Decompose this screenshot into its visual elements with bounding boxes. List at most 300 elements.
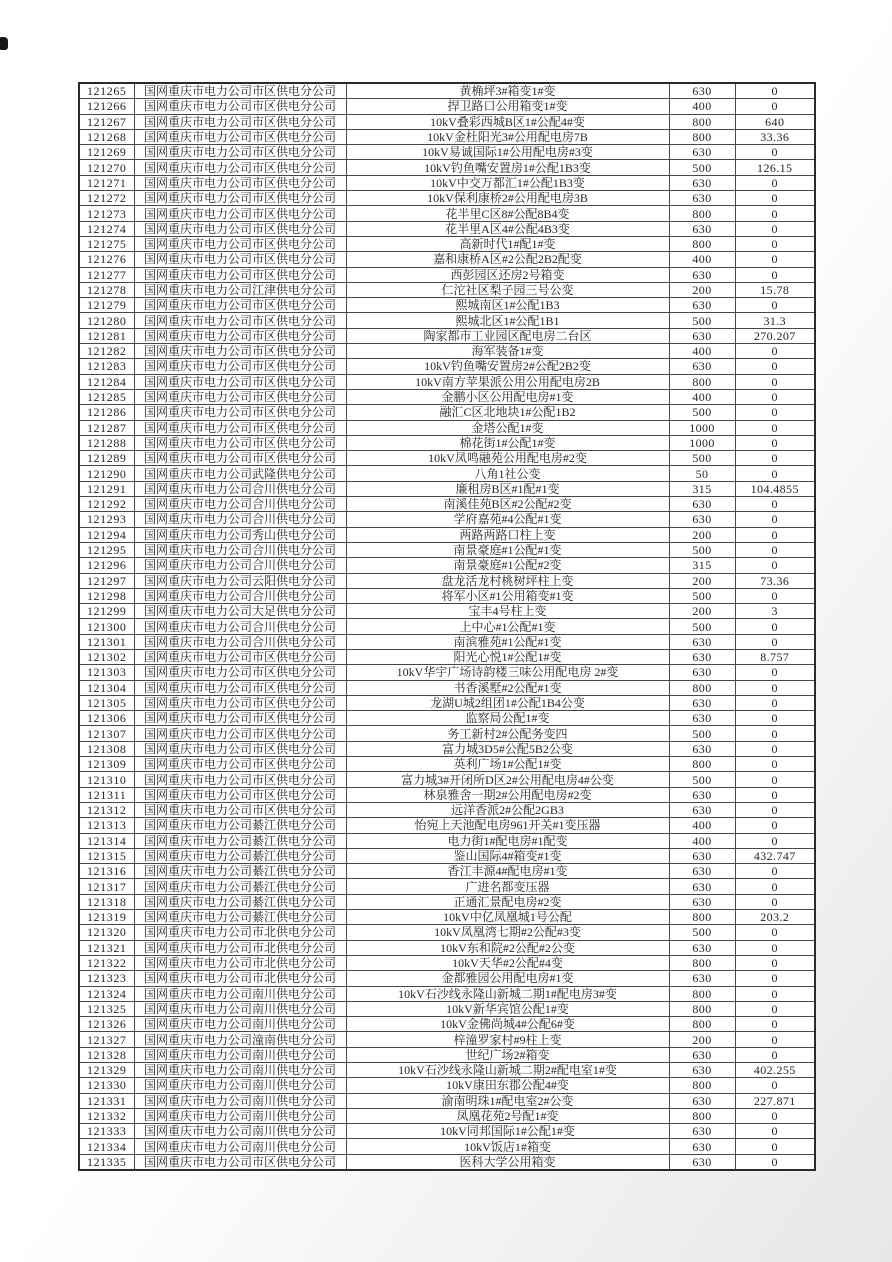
table-row — [79, 864, 815, 879]
table-row — [79, 282, 815, 297]
cell-station-name: 10kV中亿凤凰城1号公配 — [346, 910, 669, 925]
cell-row-id: 121333 — [79, 1124, 134, 1139]
cell-row-id: 121288 — [79, 435, 134, 450]
cell-company: 国网重庆市电力公司合川供电分公司 — [134, 542, 346, 557]
cell-company: 国网重庆市电力公司合川供电分公司 — [134, 619, 346, 634]
cell-capacity: 630 — [669, 971, 735, 986]
cell-station-name: 金塔公配1#变 — [346, 420, 669, 435]
cell-company: 国网重庆市电力公司市区供电分公司 — [134, 328, 346, 343]
cell-row-id: 121266 — [79, 99, 134, 114]
cell-reading: 0 — [735, 175, 815, 190]
cell-company: 国网重庆市电力公司市区供电分公司 — [134, 344, 346, 359]
table-row — [79, 1017, 815, 1032]
table-row — [79, 1063, 815, 1078]
table-row — [79, 191, 815, 206]
cell-row-id: 121324 — [79, 986, 134, 1001]
cell-station-name: 正通汇景配电房#2变 — [346, 894, 669, 909]
cell-row-id: 121299 — [79, 604, 134, 619]
table-row — [79, 83, 815, 99]
cell-company: 国网重庆市电力公司市区供电分公司 — [134, 802, 346, 817]
cell-station-name: 阳光心悦1#公配1#变 — [346, 649, 669, 664]
cell-row-id: 121279 — [79, 298, 134, 313]
cell-station-name: 富力城3D5#公配5B2公变 — [346, 741, 669, 756]
cell-company: 国网重庆市电力公司市区供电分公司 — [134, 114, 346, 129]
cell-reading: 0 — [735, 1108, 815, 1123]
cell-company: 国网重庆市电力公司市区供电分公司 — [134, 221, 346, 236]
cell-station-name: 梓潼罗家村#9柱上变 — [346, 1032, 669, 1047]
cell-capacity: 200 — [669, 1032, 735, 1047]
table-row — [79, 451, 815, 466]
cell-capacity: 630 — [669, 695, 735, 710]
cell-reading: 0 — [735, 527, 815, 542]
cell-company: 国网重庆市电力公司綦江供电分公司 — [134, 848, 346, 863]
cell-capacity: 630 — [669, 512, 735, 527]
cell-company: 国网重庆市电力公司綦江供电分公司 — [134, 910, 346, 925]
cell-row-id: 121309 — [79, 757, 134, 772]
cell-row-id: 121272 — [79, 191, 134, 206]
cell-station-name: 熙城北区1#公配1B1 — [346, 313, 669, 328]
cell-row-id: 121283 — [79, 359, 134, 374]
cell-station-name: 南滨雅苑#1公配#1变 — [346, 634, 669, 649]
table-row — [79, 359, 815, 374]
table-row — [79, 649, 815, 664]
cell-row-id: 121325 — [79, 1001, 134, 1016]
cell-row-id: 121326 — [79, 1017, 134, 1032]
cell-row-id: 121327 — [79, 1032, 134, 1047]
cell-capacity: 200 — [669, 282, 735, 297]
cell-station-name: 10kV东和院#2公配#2公变 — [346, 940, 669, 955]
cell-station-name: 务工新村2#公配务变四 — [346, 726, 669, 741]
cell-reading: 0 — [735, 83, 815, 99]
cell-capacity: 630 — [669, 711, 735, 726]
cell-capacity: 800 — [669, 236, 735, 251]
cell-reading: 0 — [735, 1139, 815, 1154]
cell-station-name: 富力城3#开闭所D区2#公用配电房4#公变 — [346, 772, 669, 787]
cell-reading: 0 — [735, 221, 815, 236]
cell-company: 国网重庆市电力公司綦江供电分公司 — [134, 833, 346, 848]
cell-row-id: 121284 — [79, 374, 134, 389]
table-row — [79, 726, 815, 741]
cell-reading: 0 — [735, 665, 815, 680]
cell-company: 国网重庆市电力公司合川供电分公司 — [134, 558, 346, 573]
cell-station-name: 龙湖U城2组团1#公配1B4公变 — [346, 695, 669, 710]
cell-row-id: 121268 — [79, 129, 134, 144]
cell-row-id: 121285 — [79, 389, 134, 404]
cell-capacity: 630 — [669, 83, 735, 99]
cell-station-name: 10kV中交万都汇1#公配1B3变 — [346, 175, 669, 190]
cell-company: 国网重庆市电力公司市北供电分公司 — [134, 955, 346, 970]
cell-row-id: 121291 — [79, 481, 134, 496]
cell-reading: 432.747 — [735, 848, 815, 863]
cell-company: 国网重庆市电力公司綦江供电分公司 — [134, 894, 346, 909]
cell-reading: 0 — [735, 925, 815, 940]
cell-capacity: 200 — [669, 604, 735, 619]
table-row — [79, 818, 815, 833]
cell-row-id: 121335 — [79, 1154, 134, 1170]
table-row — [79, 573, 815, 588]
cell-row-id: 121295 — [79, 542, 134, 557]
table-row — [79, 787, 815, 802]
cell-station-name: 香江丰源4#配电房#1变 — [346, 864, 669, 879]
cell-capacity: 400 — [669, 389, 735, 404]
cell-row-id: 121320 — [79, 925, 134, 940]
cell-station-name: 南景豪庭#1公配#2变 — [346, 558, 669, 573]
cell-reading: 0 — [735, 236, 815, 251]
cell-company: 国网重庆市电力公司南川供电分公司 — [134, 1017, 346, 1032]
cell-station-name: 10kV凤鸣融苑公用配电房#2变 — [346, 451, 669, 466]
table-row — [79, 328, 815, 343]
cell-reading: 8.757 — [735, 649, 815, 664]
cell-capacity: 500 — [669, 925, 735, 940]
table-row — [79, 558, 815, 573]
cell-capacity: 500 — [669, 160, 735, 175]
cell-capacity: 200 — [669, 527, 735, 542]
table-row — [79, 374, 815, 389]
cell-company: 国网重庆市电力公司市区供电分公司 — [134, 236, 346, 251]
cell-reading: 0 — [735, 955, 815, 970]
cell-reading: 0 — [735, 1124, 815, 1139]
cell-capacity: 630 — [669, 634, 735, 649]
cell-reading: 0 — [735, 680, 815, 695]
cell-station-name: 花半里C区8#公配8B4变 — [346, 206, 669, 221]
cell-station-name: 英利广场1#公配1#变 — [346, 757, 669, 772]
cell-capacity: 800 — [669, 1078, 735, 1093]
cell-reading: 0 — [735, 757, 815, 772]
cell-capacity: 630 — [669, 879, 735, 894]
cell-capacity: 800 — [669, 910, 735, 925]
cell-reading: 0 — [735, 1154, 815, 1170]
cell-reading: 270.207 — [735, 328, 815, 343]
cell-row-id: 121280 — [79, 313, 134, 328]
cell-reading: 0 — [735, 1001, 815, 1016]
cell-row-id: 121307 — [79, 726, 134, 741]
cell-capacity: 800 — [669, 986, 735, 1001]
cell-row-id: 121328 — [79, 1047, 134, 1062]
cell-company: 国网重庆市电力公司市区供电分公司 — [134, 313, 346, 328]
table-row — [79, 634, 815, 649]
cell-company: 国网重庆市电力公司合川供电分公司 — [134, 588, 346, 603]
cell-row-id: 121265 — [79, 83, 134, 99]
cell-capacity: 630 — [669, 864, 735, 879]
cell-capacity: 500 — [669, 405, 735, 420]
table-row — [79, 542, 815, 557]
cell-capacity: 800 — [669, 129, 735, 144]
cell-company: 国网重庆市电力公司南川供电分公司 — [134, 1093, 346, 1108]
cell-capacity: 800 — [669, 1108, 735, 1123]
cell-station-name: 熙城南区1#公配1B3 — [346, 298, 669, 313]
cell-company: 国网重庆市电力公司秀山供电分公司 — [134, 527, 346, 542]
cell-capacity: 200 — [669, 573, 735, 588]
cell-capacity: 400 — [669, 99, 735, 114]
cell-reading: 0 — [735, 374, 815, 389]
cell-station-name: 捍卫路口公用箱变1#变 — [346, 99, 669, 114]
cell-station-name: 凤凰花苑2号配1#变 — [346, 1108, 669, 1123]
cell-reading: 0 — [735, 99, 815, 114]
cell-station-name: 海军装备1#变 — [346, 344, 669, 359]
cell-capacity: 630 — [669, 940, 735, 955]
table-row — [79, 971, 815, 986]
table-row — [79, 1001, 815, 1016]
cell-capacity: 800 — [669, 680, 735, 695]
cell-station-name: 棉花街1#公配1#变 — [346, 435, 669, 450]
cell-row-id: 121334 — [79, 1139, 134, 1154]
cell-reading: 0 — [735, 435, 815, 450]
cell-row-id: 121274 — [79, 221, 134, 236]
cell-reading: 0 — [735, 695, 815, 710]
cell-company: 国网重庆市电力公司市区供电分公司 — [134, 1154, 346, 1170]
cell-row-id: 121321 — [79, 940, 134, 955]
cell-station-name: 廉租房B区#1配#1变 — [346, 481, 669, 496]
cell-station-name: 金都雅园公用配电房#1变 — [346, 971, 669, 986]
cell-capacity: 400 — [669, 818, 735, 833]
cell-station-name: 上中心#1公配#1变 — [346, 619, 669, 634]
cell-company: 国网重庆市电力公司市区供电分公司 — [134, 175, 346, 190]
table-row — [79, 680, 815, 695]
cell-capacity: 50 — [669, 466, 735, 481]
table-row — [79, 879, 815, 894]
cell-company: 国网重庆市电力公司市区供电分公司 — [134, 359, 346, 374]
cell-company: 国网重庆市电力公司云阳供电分公司 — [134, 573, 346, 588]
table-row — [79, 940, 815, 955]
cell-reading: 0 — [735, 451, 815, 466]
table-row — [79, 298, 815, 313]
cell-row-id: 121294 — [79, 527, 134, 542]
table-row — [79, 481, 815, 496]
table-row — [79, 1047, 815, 1062]
cell-reading: 0 — [735, 252, 815, 267]
cell-station-name: 怡宛上天池配电房961开关#1变压器 — [346, 818, 669, 833]
cell-reading: 0 — [735, 588, 815, 603]
cell-company: 国网重庆市电力公司市区供电分公司 — [134, 680, 346, 695]
cell-row-id: 121293 — [79, 512, 134, 527]
cell-capacity: 630 — [669, 802, 735, 817]
cell-row-id: 121278 — [79, 282, 134, 297]
cell-reading: 3 — [735, 604, 815, 619]
cell-row-id: 121290 — [79, 466, 134, 481]
cell-station-name: 金鹏小区公用配电房#1变 — [346, 389, 669, 404]
cell-reading: 0 — [735, 344, 815, 359]
cell-company: 国网重庆市电力公司市区供电分公司 — [134, 711, 346, 726]
cell-reading: 0 — [735, 466, 815, 481]
cell-reading: 0 — [735, 389, 815, 404]
cell-company: 国网重庆市电力公司南川供电分公司 — [134, 1124, 346, 1139]
cell-station-name: 黄桷坪3#箱变1#变 — [346, 83, 669, 99]
transformer-table — [78, 82, 816, 1171]
cell-reading: 15.78 — [735, 282, 815, 297]
cell-company: 国网重庆市电力公司市区供电分公司 — [134, 787, 346, 802]
table-row — [79, 665, 815, 680]
cell-row-id: 121297 — [79, 573, 134, 588]
cell-station-name: 10kV保利康桥2#公用配电房3B — [346, 191, 669, 206]
table-row — [79, 604, 815, 619]
table-row — [79, 986, 815, 1001]
cell-company: 国网重庆市电力公司市区供电分公司 — [134, 267, 346, 282]
table-row — [79, 236, 815, 251]
cell-company: 国网重庆市电力公司綦江供电分公司 — [134, 879, 346, 894]
cell-reading: 0 — [735, 772, 815, 787]
cell-capacity: 500 — [669, 451, 735, 466]
cell-row-id: 121269 — [79, 145, 134, 160]
table-row — [79, 267, 815, 282]
cell-station-name: 10kV新华宾馆公配1#变 — [346, 1001, 669, 1016]
table-row — [79, 420, 815, 435]
cell-reading: 0 — [735, 940, 815, 955]
cell-row-id: 121317 — [79, 879, 134, 894]
cell-reading: 0 — [735, 818, 815, 833]
cell-company: 国网重庆市电力公司市区供电分公司 — [134, 695, 346, 710]
cell-row-id: 121318 — [79, 894, 134, 909]
cell-station-name: 鉴山国际4#箱变#1变 — [346, 848, 669, 863]
cell-company: 国网重庆市电力公司市区供电分公司 — [134, 206, 346, 221]
table-row — [79, 1078, 815, 1093]
cell-station-name: 南景豪庭#1公配#1变 — [346, 542, 669, 557]
cell-capacity: 1000 — [669, 435, 735, 450]
cell-station-name: 盘龙活龙村桃树坪柱上变 — [346, 573, 669, 588]
cell-company: 国网重庆市电力公司市区供电分公司 — [134, 191, 346, 206]
table-row — [79, 313, 815, 328]
cell-reading: 0 — [735, 894, 815, 909]
cell-reading: 0 — [735, 359, 815, 374]
cell-company: 国网重庆市电力公司市区供电分公司 — [134, 420, 346, 435]
cell-capacity: 500 — [669, 542, 735, 557]
cell-capacity: 500 — [669, 313, 735, 328]
table-row — [79, 1124, 815, 1139]
table-row — [79, 466, 815, 481]
table-row — [79, 619, 815, 634]
cell-reading: 0 — [735, 405, 815, 420]
cell-company: 国网重庆市电力公司市区供电分公司 — [134, 298, 346, 313]
cell-company: 国网重庆市电力公司合川供电分公司 — [134, 481, 346, 496]
cell-company: 国网重庆市电力公司市区供电分公司 — [134, 99, 346, 114]
cell-station-name: 融汇C区北地块1#公配1B2 — [346, 405, 669, 420]
cell-capacity: 630 — [669, 1139, 735, 1154]
cell-company: 国网重庆市电力公司市区供电分公司 — [134, 374, 346, 389]
cell-capacity: 800 — [669, 206, 735, 221]
cell-company: 国网重庆市电力公司綦江供电分公司 — [134, 818, 346, 833]
cell-row-id: 121314 — [79, 833, 134, 848]
cell-company: 国网重庆市电力公司市北供电分公司 — [134, 940, 346, 955]
cell-capacity: 800 — [669, 1001, 735, 1016]
cell-reading: 0 — [735, 787, 815, 802]
cell-reading: 0 — [735, 420, 815, 435]
cell-capacity: 400 — [669, 252, 735, 267]
cell-capacity: 630 — [669, 175, 735, 190]
cell-capacity: 800 — [669, 1017, 735, 1032]
cell-row-id: 121286 — [79, 405, 134, 420]
cell-capacity: 630 — [669, 221, 735, 236]
cell-reading: 31.3 — [735, 313, 815, 328]
cell-reading: 402.255 — [735, 1063, 815, 1078]
cell-capacity: 400 — [669, 344, 735, 359]
cell-company: 国网重庆市电力公司市区供电分公司 — [134, 741, 346, 756]
cell-row-id: 121277 — [79, 267, 134, 282]
cell-station-name: 远洋香派2#公配2GB3 — [346, 802, 669, 817]
cell-row-id: 121306 — [79, 711, 134, 726]
table-row — [79, 206, 815, 221]
table-row — [79, 833, 815, 848]
cell-row-id: 121275 — [79, 236, 134, 251]
cell-row-id: 121311 — [79, 787, 134, 802]
cell-reading: 0 — [735, 802, 815, 817]
cell-capacity: 500 — [669, 772, 735, 787]
cell-row-id: 121312 — [79, 802, 134, 817]
cell-row-id: 121322 — [79, 955, 134, 970]
cell-station-name: 南溪佳苑B区#2公配#2变 — [346, 497, 669, 512]
cell-row-id: 121315 — [79, 848, 134, 863]
table-row — [79, 175, 815, 190]
cell-company: 国网重庆市电力公司南川供电分公司 — [134, 986, 346, 1001]
cell-company: 国网重庆市电力公司南川供电分公司 — [134, 1063, 346, 1078]
cell-row-id: 121308 — [79, 741, 134, 756]
cell-row-id: 121287 — [79, 420, 134, 435]
cell-row-id: 121270 — [79, 160, 134, 175]
transformer-table-body — [79, 83, 815, 1170]
table-row — [79, 389, 815, 404]
cell-station-name: 10kV叠彩西城B区1#公配4#变 — [346, 114, 669, 129]
cell-row-id: 121304 — [79, 680, 134, 695]
cell-station-name: 10kV饭店1#箱变 — [346, 1139, 669, 1154]
cell-capacity: 800 — [669, 374, 735, 389]
cell-station-name: 10kV康田东郡公配4#变 — [346, 1078, 669, 1093]
cell-station-name: 书香溪墅#2公配#1变 — [346, 680, 669, 695]
cell-company: 国网重庆市电力公司南川供电分公司 — [134, 1001, 346, 1016]
table-row — [79, 955, 815, 970]
cell-row-id: 121319 — [79, 910, 134, 925]
cell-station-name: 林泉雅舍一期2#公用配电房#2变 — [346, 787, 669, 802]
cell-company: 国网重庆市电力公司合川供电分公司 — [134, 497, 346, 512]
cell-capacity: 800 — [669, 757, 735, 772]
cell-company: 国网重庆市电力公司市区供电分公司 — [134, 405, 346, 420]
cell-station-name: 监察局公配1#变 — [346, 711, 669, 726]
cell-station-name: 高新时代1#配1#变 — [346, 236, 669, 251]
cell-reading: 73.36 — [735, 573, 815, 588]
cell-company: 国网重庆市电力公司市区供电分公司 — [134, 389, 346, 404]
table-row — [79, 741, 815, 756]
cell-company: 国网重庆市电力公司市区供电分公司 — [134, 757, 346, 772]
cell-station-name: 10kV石沙线永隆山新城二期1#配电房3#变 — [346, 986, 669, 1001]
cell-company: 国网重庆市电力公司市北供电分公司 — [134, 925, 346, 940]
cell-reading: 0 — [735, 1047, 815, 1062]
table-row — [79, 405, 815, 420]
cell-station-name: 10kV金杜阳光3#公用配电房7B — [346, 129, 669, 144]
cell-station-name: 10kV金佛尚城4#公配6#变 — [346, 1017, 669, 1032]
cell-company: 国网重庆市电力公司市区供电分公司 — [134, 160, 346, 175]
table-row — [79, 757, 815, 772]
cell-capacity: 630 — [669, 894, 735, 909]
cell-row-id: 121301 — [79, 634, 134, 649]
cell-company: 国网重庆市电力公司南川供电分公司 — [134, 1078, 346, 1093]
cell-station-name: 仁沱社区梨子园三号公变 — [346, 282, 669, 297]
cell-reading: 0 — [735, 726, 815, 741]
cell-station-name: 学府嘉苑#4公配#1变 — [346, 512, 669, 527]
table-row — [79, 910, 815, 925]
cell-station-name: 广进名都变压器 — [346, 879, 669, 894]
cell-station-name: 两路两路口柱上变 — [346, 527, 669, 542]
cell-reading: 0 — [735, 267, 815, 282]
cell-company: 国网重庆市电力公司市区供电分公司 — [134, 665, 346, 680]
cell-company: 国网重庆市电力公司潼南供电分公司 — [134, 1032, 346, 1047]
cell-station-name: 10kV华宇广场诗韵楼三味公用配电房 2#变 — [346, 665, 669, 680]
cell-reading: 0 — [735, 1078, 815, 1093]
cell-capacity: 315 — [669, 481, 735, 496]
cell-capacity: 500 — [669, 726, 735, 741]
cell-station-name: 10kV钓鱼嘴安置房2#公配2B2变 — [346, 359, 669, 374]
table-row — [79, 497, 815, 512]
table-row — [79, 695, 815, 710]
cell-company: 国网重庆市电力公司市区供电分公司 — [134, 145, 346, 160]
table-row — [79, 344, 815, 359]
cell-reading: 0 — [735, 1017, 815, 1032]
